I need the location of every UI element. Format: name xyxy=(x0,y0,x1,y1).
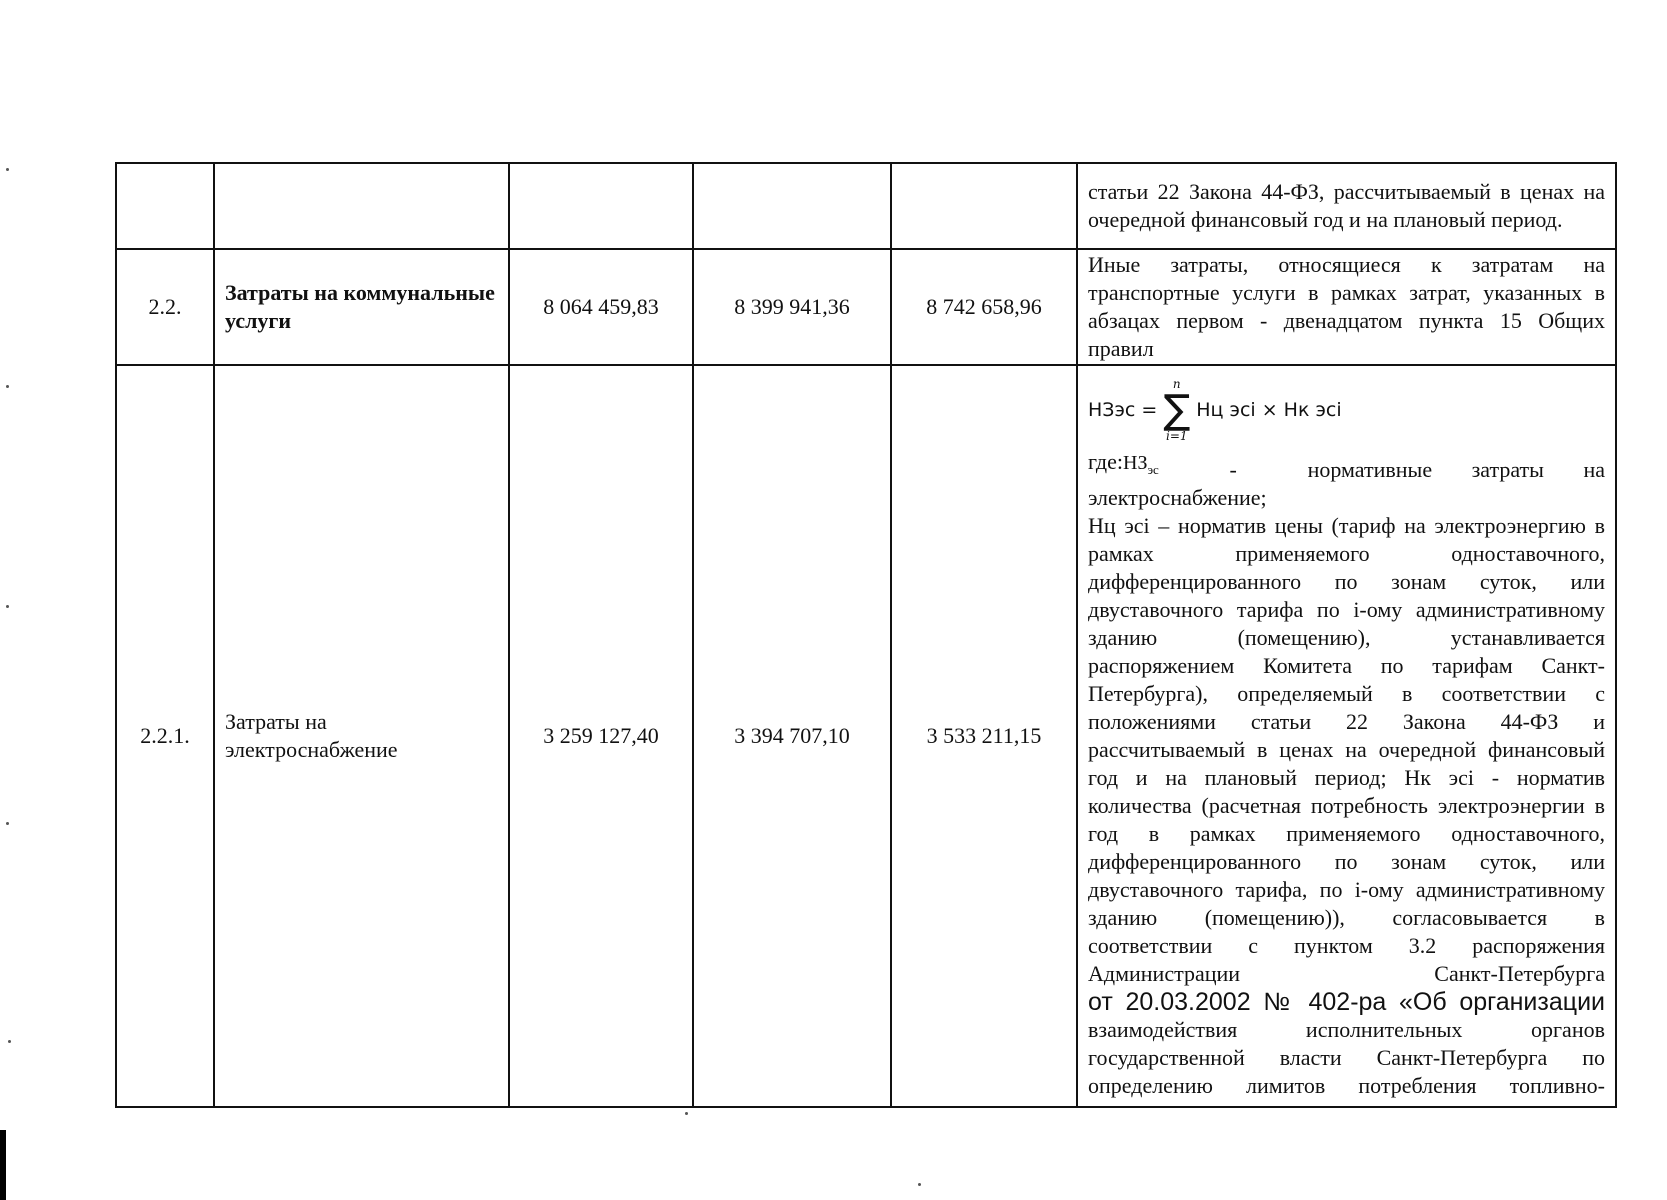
scan-edge-mark xyxy=(0,1130,6,1200)
electricity-formula xyxy=(1088,372,1605,448)
scan-speck xyxy=(8,1040,11,1043)
row-number-cell: 2.2.1. xyxy=(116,365,214,1107)
sum-lower-limit: i=1 xyxy=(1166,429,1188,443)
scan-speck xyxy=(6,385,9,388)
row-description-cell xyxy=(1077,163,1616,249)
row-number-cell xyxy=(116,163,214,249)
where-symbol xyxy=(1123,452,1159,477)
row-name-cell: Затраты на электроснабжение xyxy=(214,365,509,1107)
where-symbol-main: НЗ xyxy=(1123,452,1148,474)
row-value-cell: 8 742 658,96 xyxy=(891,249,1077,365)
row-value-cell xyxy=(509,163,693,249)
cost-table xyxy=(115,162,1617,1108)
definition-paragraph: Нц эсi – норматив цены (тариф на электроэнергию в рамках применяемого одноставочного, дифференцированного по зонам суток, или двуставочного тарифа по i-ому административному зданию (помещению), устанавливается распоряжением Комитета по тарифам Санкт-Петербурга), определяемый в соответствии с положениями статьи 22 Закона 44-ФЗ и рассчитываемый в ценах на очередной финансовый год и на плановый период; Нк эсi - норматив количества (расчетная потребность электроэнергии в год в рамках применяемого одноставочного, дифференцированного по зонам суток, или двуставочного тарифа, по i-ому административному зданию (помещению)), согласовывается в соответствии с пунктом 3.2 распоряжения Администрации Санкт-Петербурга xyxy=(1088,513,1605,986)
row-value-cell xyxy=(693,163,891,249)
definition-paragraph-end: взаимодействия исполнительных органов государственной власти Санкт-Петербурга по определению лимитов потребления топливно- xyxy=(1088,1017,1605,1098)
sum-operator xyxy=(1163,378,1190,442)
row-description-cell xyxy=(1077,249,1616,365)
row-value-cell: 8 064 459,83 xyxy=(509,249,693,365)
row-description-cell xyxy=(1077,365,1616,1107)
formula-lhs: НЗэс = xyxy=(1088,399,1158,421)
where-text: нормативные затраты на xyxy=(1307,457,1605,482)
scan-speck xyxy=(685,1112,688,1115)
where-prefix: где: xyxy=(1088,449,1123,474)
formula-rhs: Нц эсi × Нк эсi xyxy=(1196,399,1342,421)
where-continuation: электроснабжение; xyxy=(1088,485,1267,510)
sum-upper-limit: n xyxy=(1172,377,1181,391)
scan-speck xyxy=(6,605,9,608)
where-symbol-subscript: эс xyxy=(1147,462,1159,477)
row-name-cell: Затраты на коммунальные услуги xyxy=(214,249,509,365)
where-dash: - xyxy=(1229,457,1237,482)
row-value-cell xyxy=(891,163,1077,249)
row-value-cell: 8 399 941,36 xyxy=(693,249,891,365)
description-text: Иные затраты, относящиеся к затратам на транспортные услуги в рамках затрат, указанных в абзацах первом - двенадцатом пункта 15 Общих правил xyxy=(1088,252,1605,361)
table-row xyxy=(116,163,1616,249)
where-line xyxy=(1088,448,1605,484)
table-row xyxy=(116,365,1616,1107)
definition-paragraph-large: от 20.03.2002 № 402-ра «Об организации xyxy=(1088,988,1605,1016)
scan-speck xyxy=(6,822,9,825)
table-row xyxy=(116,249,1616,365)
description-text: статьи 22 Закона 44-ФЗ, рассчитываемый в ценах на очередной финансовый год и на плановый период. xyxy=(1088,179,1605,232)
where-label xyxy=(1088,448,1159,484)
row-value-cell: 3 394 707,10 xyxy=(693,365,891,1107)
row-value-cell: 3 259 127,40 xyxy=(509,365,693,1107)
row-name-cell xyxy=(214,163,509,249)
scan-speck xyxy=(6,168,9,171)
scan-speck xyxy=(918,1183,921,1186)
row-value-cell: 3 533 211,15 xyxy=(891,365,1077,1107)
sigma-symbol: ∑ xyxy=(1163,387,1191,433)
row-number-cell: 2.2. xyxy=(116,249,214,365)
